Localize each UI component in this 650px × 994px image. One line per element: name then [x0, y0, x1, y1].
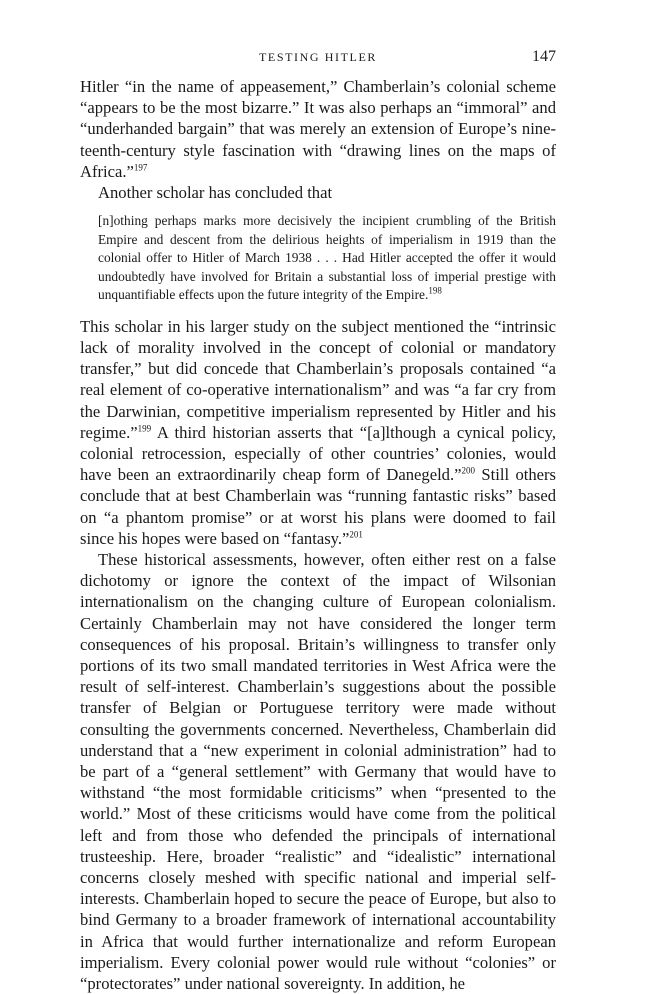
footnote-ref-199: 199 [137, 423, 152, 434]
footnote-ref-200: 200 [461, 465, 475, 476]
footnote-ref-198: 198 [428, 285, 442, 296]
running-title: TESTING HITLER [258, 50, 378, 64]
paragraph-2-text: Another scholar has concluded that [98, 183, 333, 203]
body-text [80, 76, 556, 994]
footnote-ref-197: 197 [133, 162, 148, 173]
running-head [80, 48, 556, 70]
paragraph-4 [80, 549, 556, 994]
book-page [80, 48, 556, 994]
paragraph-3-text-c: Still others conclude that at best Chamberlain was “running fantastic risks” based on “a phantom promise” or at worst his plans were doomed to fail since his hopes were based on “fantasy.” [80, 465, 556, 548]
block-quote-text: [n]othing perhaps marks more decisively the incipient crumbling of the British Empire and descent from the delirious heights of imperialism in 1919 than the colonial offer to Hitler of March 1938 . . . Had Hitler accepted the offer it would undoubtedly have involved for Britain a substantial loss of imperial prestige with unquantifiable effects upon the future integrity of the Empire. [98, 213, 556, 303]
paragraph-1-text: Hitler “in the name of appeasement,” Chamberlain’s colonial scheme “appears to be the most bizarre.” It was also perhaps an “immoral” and “underhanded bargain” that was merely an extension of Europe’s nineteenth-century style fascination with “drawing lines on the maps of Africa.” [80, 77, 556, 181]
block-quote [98, 212, 556, 305]
page-number: 147 [532, 48, 556, 65]
footnote-ref-201: 201 [349, 529, 363, 540]
paragraph-3-text-a: This scholar in his larger study on the subject mentioned the “intrinsic lack of morality involved in the concept of colonial or mandatory transfer,” but did concede that Chamberlain’s proposals contained “a real element of co-operative internationalism” and was “a far cry from the Darwinian, competitive imperialism represented by Hitler and his regime.” [80, 316, 556, 442]
paragraph-3-text-b: A third historian asserts that “[a]lthough a cynical policy, colonial retrocession, especially of other countries’ colonies, would have been an extraordinarily cheap form of Danegeld.” [80, 422, 556, 485]
paragraph-1 [80, 76, 556, 182]
paragraph-2 [80, 182, 556, 203]
paragraph-3 [80, 316, 556, 549]
paragraph-4-text: These historical assessments, however, often either rest on a false dichotomy or ignore the context of the impact of Wilsonian internationalism on the changing culture of European colonialism. Certainly Chamberlain may not have considered the longer term consequences of his proposal. Britain’s willingness to transfer only portions of its two small mandated territories in West Africa were the result of self-interest. Chamberlain’s suggestions about the possible transfer of Belgian or Portuguese territory were made without consulting the governments concerned. Nevertheless, Chamberlain did understand that a “new experiment in colonial administration” had to be part of a “general settlement” with Germany that would have to withstand “the most formidable criticisms” when “presented to the world.” Most of these criticisms would have come from the political left and from those who defended the principals of international trusteeship. Here, broader “realistic” and “idealistic” international concerns closely meshed with specific national and imperial self-interests. Chamberlain hoped to secure the peace of Europe, but also to bind Germany to a broader framework of international accountability in Africa that would further internationalize and reform European imperialism. Every colonial power would rule without “colonies” or “protectorates” under national sovereignty. In addition, he [80, 549, 556, 994]
